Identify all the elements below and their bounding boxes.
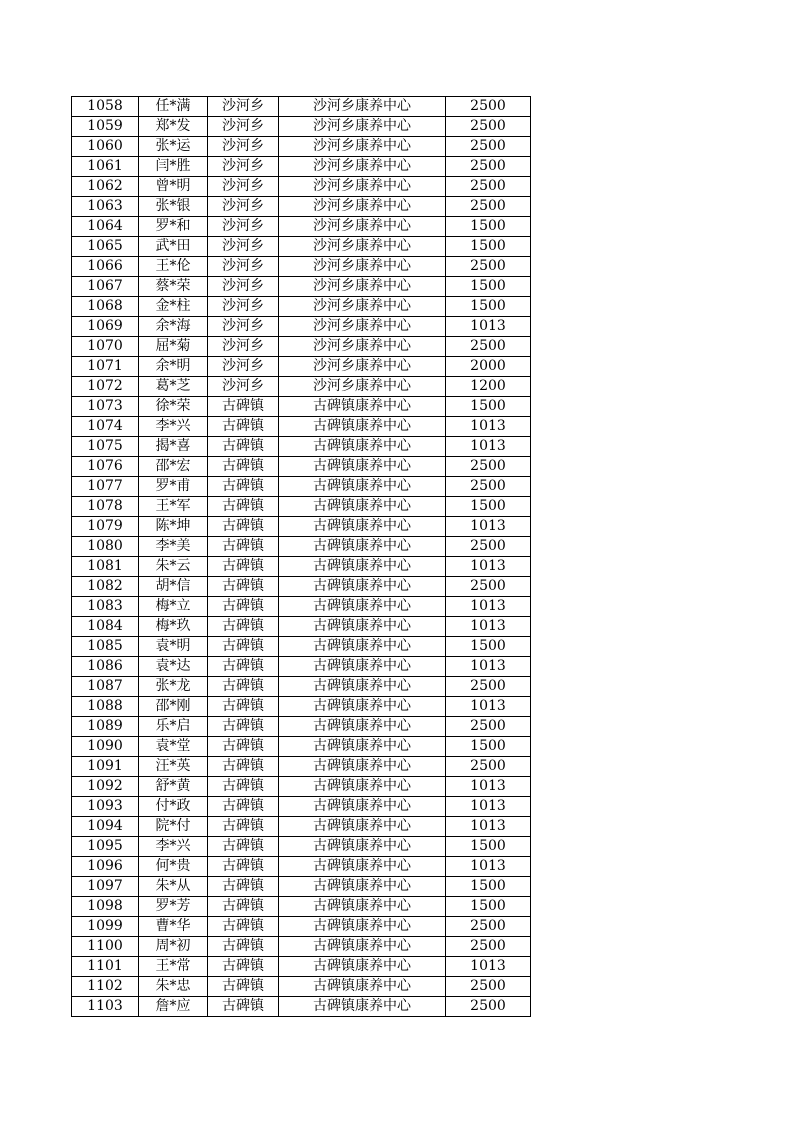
township-cell: 古碑镇 <box>208 737 279 757</box>
table-row <box>72 397 531 417</box>
township-cell: 沙河乡 <box>208 297 279 317</box>
amount-cell: 2500 <box>446 977 531 997</box>
township-cell: 古碑镇 <box>208 697 279 717</box>
table-row <box>72 837 531 857</box>
person-name-cell: 罗*甫 <box>139 477 208 497</box>
amount-cell: 1500 <box>446 837 531 857</box>
row-number-cell: 1090 <box>72 737 139 757</box>
care-center-cell: 沙河乡康养中心 <box>279 337 446 357</box>
township-cell: 古碑镇 <box>208 917 279 937</box>
table-row <box>72 197 531 217</box>
township-cell: 沙河乡 <box>208 197 279 217</box>
township-cell: 古碑镇 <box>208 977 279 997</box>
care-center-cell: 沙河乡康养中心 <box>279 237 446 257</box>
person-name-cell: 朱*云 <box>139 557 208 577</box>
person-name-cell: 邵*宏 <box>139 457 208 477</box>
person-name-cell: 李*兴 <box>139 417 208 437</box>
amount-cell: 2500 <box>446 177 531 197</box>
person-name-cell: 王*伦 <box>139 257 208 277</box>
care-center-cell: 古碑镇康养中心 <box>279 497 446 517</box>
care-center-cell: 古碑镇康养中心 <box>279 897 446 917</box>
person-name-cell: 葛*芝 <box>139 377 208 397</box>
table-row <box>72 437 531 457</box>
person-name-cell: 朱*忠 <box>139 977 208 997</box>
row-number-cell: 1098 <box>72 897 139 917</box>
table-row <box>72 997 531 1017</box>
row-number-cell: 1081 <box>72 557 139 577</box>
care-center-cell: 古碑镇康养中心 <box>279 837 446 857</box>
table-row <box>72 517 531 537</box>
row-number-cell: 1076 <box>72 457 139 477</box>
person-name-cell: 揭*喜 <box>139 437 208 457</box>
table-body <box>72 97 531 1017</box>
row-number-cell: 1070 <box>72 337 139 357</box>
table-row <box>72 917 531 937</box>
row-number-cell: 1093 <box>72 797 139 817</box>
township-cell: 古碑镇 <box>208 657 279 677</box>
amount-cell: 2500 <box>446 577 531 597</box>
person-name-cell: 罗*芳 <box>139 897 208 917</box>
table-row <box>72 637 531 657</box>
amount-cell: 1013 <box>446 957 531 977</box>
row-number-cell: 1066 <box>72 257 139 277</box>
table-row <box>72 357 531 377</box>
person-name-cell: 付*政 <box>139 797 208 817</box>
care-center-cell: 古碑镇康养中心 <box>279 577 446 597</box>
township-cell: 古碑镇 <box>208 437 279 457</box>
row-number-cell: 1089 <box>72 717 139 737</box>
amount-cell: 1013 <box>446 777 531 797</box>
row-number-cell: 1060 <box>72 137 139 157</box>
row-number-cell: 1096 <box>72 857 139 877</box>
amount-cell: 1500 <box>446 737 531 757</box>
row-number-cell: 1088 <box>72 697 139 717</box>
person-name-cell: 曾*明 <box>139 177 208 197</box>
table-row <box>72 577 531 597</box>
row-number-cell: 1072 <box>72 377 139 397</box>
amount-cell: 1013 <box>446 697 531 717</box>
person-name-cell: 舒*黄 <box>139 777 208 797</box>
amount-cell: 1013 <box>446 857 531 877</box>
amount-cell: 1500 <box>446 277 531 297</box>
care-center-cell: 古碑镇康养中心 <box>279 657 446 677</box>
amount-cell: 1500 <box>446 897 531 917</box>
person-name-cell: 屈*菊 <box>139 337 208 357</box>
amount-cell: 2500 <box>446 457 531 477</box>
amount-cell: 2500 <box>446 537 531 557</box>
care-center-cell: 古碑镇康养中心 <box>279 437 446 457</box>
township-cell: 古碑镇 <box>208 717 279 737</box>
amount-cell: 2500 <box>446 97 531 117</box>
row-number-cell: 1101 <box>72 957 139 977</box>
table-row <box>72 957 531 977</box>
row-number-cell: 1091 <box>72 757 139 777</box>
amount-cell: 2500 <box>446 937 531 957</box>
township-cell: 古碑镇 <box>208 397 279 417</box>
table-row <box>72 737 531 757</box>
person-name-cell: 余*明 <box>139 357 208 377</box>
row-number-cell: 1074 <box>72 417 139 437</box>
row-number-cell: 1063 <box>72 197 139 217</box>
row-number-cell: 1082 <box>72 577 139 597</box>
table-row <box>72 117 531 137</box>
table-row <box>72 377 531 397</box>
amount-cell: 1013 <box>446 317 531 337</box>
township-cell: 沙河乡 <box>208 257 279 277</box>
person-name-cell: 罗*和 <box>139 217 208 237</box>
table-row <box>72 317 531 337</box>
person-name-cell: 余*海 <box>139 317 208 337</box>
amount-cell: 2500 <box>446 717 531 737</box>
person-name-cell: 汪*英 <box>139 757 208 777</box>
amount-cell: 1500 <box>446 877 531 897</box>
person-name-cell: 金*柱 <box>139 297 208 317</box>
care-center-cell: 古碑镇康养中心 <box>279 517 446 537</box>
amount-cell: 2500 <box>446 997 531 1017</box>
care-center-cell: 古碑镇康养中心 <box>279 637 446 657</box>
township-cell: 沙河乡 <box>208 277 279 297</box>
care-center-cell: 沙河乡康养中心 <box>279 197 446 217</box>
row-number-cell: 1095 <box>72 837 139 857</box>
row-number-cell: 1075 <box>72 437 139 457</box>
amount-cell: 2500 <box>446 477 531 497</box>
township-cell: 古碑镇 <box>208 877 279 897</box>
row-number-cell: 1073 <box>72 397 139 417</box>
table-row <box>72 937 531 957</box>
row-number-cell: 1094 <box>72 817 139 837</box>
township-cell: 古碑镇 <box>208 557 279 577</box>
township-cell: 沙河乡 <box>208 237 279 257</box>
township-cell: 古碑镇 <box>208 797 279 817</box>
township-cell: 沙河乡 <box>208 217 279 237</box>
table-row <box>72 557 531 577</box>
care-center-cell: 古碑镇康养中心 <box>279 597 446 617</box>
amount-cell: 1500 <box>446 217 531 237</box>
amount-cell: 1013 <box>446 657 531 677</box>
row-number-cell: 1069 <box>72 317 139 337</box>
township-cell: 沙河乡 <box>208 97 279 117</box>
person-name-cell: 徐*荣 <box>139 397 208 417</box>
township-cell: 沙河乡 <box>208 137 279 157</box>
amount-cell: 2500 <box>446 677 531 697</box>
amount-cell: 1013 <box>446 817 531 837</box>
person-name-cell: 袁*达 <box>139 657 208 677</box>
amount-cell: 2000 <box>446 357 531 377</box>
amount-cell: 1013 <box>446 517 531 537</box>
person-name-cell: 王*军 <box>139 497 208 517</box>
township-cell: 古碑镇 <box>208 497 279 517</box>
care-center-cell: 古碑镇康养中心 <box>279 697 446 717</box>
township-cell: 古碑镇 <box>208 637 279 657</box>
township-cell: 沙河乡 <box>208 317 279 337</box>
township-cell: 古碑镇 <box>208 537 279 557</box>
person-name-cell: 李*美 <box>139 537 208 557</box>
amount-cell: 2500 <box>446 197 531 217</box>
person-name-cell: 梅*立 <box>139 597 208 617</box>
care-center-cell: 沙河乡康养中心 <box>279 277 446 297</box>
amount-cell: 2500 <box>446 257 531 277</box>
table-row <box>72 757 531 777</box>
care-center-cell: 古碑镇康养中心 <box>279 677 446 697</box>
row-number-cell: 1059 <box>72 117 139 137</box>
person-name-cell: 周*初 <box>139 937 208 957</box>
care-center-cell: 古碑镇康养中心 <box>279 617 446 637</box>
amount-cell: 1200 <box>446 377 531 397</box>
person-name-cell: 袁*明 <box>139 637 208 657</box>
row-number-cell: 1067 <box>72 277 139 297</box>
row-number-cell: 1078 <box>72 497 139 517</box>
care-center-cell: 沙河乡康养中心 <box>279 257 446 277</box>
row-number-cell: 1079 <box>72 517 139 537</box>
person-name-cell: 郑*发 <box>139 117 208 137</box>
table-row <box>72 717 531 737</box>
amount-cell: 1013 <box>446 437 531 457</box>
row-number-cell: 1102 <box>72 977 139 997</box>
care-center-cell: 沙河乡康养中心 <box>279 177 446 197</box>
township-cell: 古碑镇 <box>208 937 279 957</box>
township-cell: 古碑镇 <box>208 457 279 477</box>
township-cell: 古碑镇 <box>208 617 279 637</box>
row-number-cell: 1099 <box>72 917 139 937</box>
care-center-cell: 古碑镇康养中心 <box>279 777 446 797</box>
care-center-cell: 古碑镇康养中心 <box>279 757 446 777</box>
care-center-cell: 沙河乡康养中心 <box>279 377 446 397</box>
township-cell: 沙河乡 <box>208 337 279 357</box>
amount-cell: 1500 <box>446 237 531 257</box>
amount-cell: 1500 <box>446 397 531 417</box>
row-number-cell: 1097 <box>72 877 139 897</box>
township-cell: 古碑镇 <box>208 417 279 437</box>
person-name-cell: 何*贵 <box>139 857 208 877</box>
amount-cell: 2500 <box>446 137 531 157</box>
amount-cell: 1013 <box>446 797 531 817</box>
care-center-cell: 沙河乡康养中心 <box>279 97 446 117</box>
table-row <box>72 277 531 297</box>
row-number-cell: 1065 <box>72 237 139 257</box>
care-center-cell: 古碑镇康养中心 <box>279 937 446 957</box>
care-center-cell: 古碑镇康养中心 <box>279 957 446 977</box>
care-center-cell: 沙河乡康养中心 <box>279 137 446 157</box>
person-name-cell: 梅*玖 <box>139 617 208 637</box>
row-number-cell: 1080 <box>72 537 139 557</box>
table-row <box>72 177 531 197</box>
care-center-cell: 沙河乡康养中心 <box>279 297 446 317</box>
row-number-cell: 1064 <box>72 217 139 237</box>
person-name-cell: 乐*启 <box>139 717 208 737</box>
township-cell: 古碑镇 <box>208 517 279 537</box>
person-name-cell: 李*兴 <box>139 837 208 857</box>
township-cell: 古碑镇 <box>208 897 279 917</box>
care-center-cell: 沙河乡康养中心 <box>279 317 446 337</box>
person-name-cell: 袁*堂 <box>139 737 208 757</box>
township-cell: 古碑镇 <box>208 997 279 1017</box>
township-cell: 沙河乡 <box>208 377 279 397</box>
person-name-cell: 闫*胜 <box>139 157 208 177</box>
care-center-cell: 古碑镇康养中心 <box>279 877 446 897</box>
township-cell: 古碑镇 <box>208 817 279 837</box>
amount-cell: 1013 <box>446 417 531 437</box>
person-name-cell: 胡*信 <box>139 577 208 597</box>
amount-cell: 1500 <box>446 637 531 657</box>
table-row <box>72 457 531 477</box>
row-number-cell: 1087 <box>72 677 139 697</box>
care-center-cell: 古碑镇康养中心 <box>279 457 446 477</box>
township-cell: 古碑镇 <box>208 477 279 497</box>
row-number-cell: 1086 <box>72 657 139 677</box>
person-name-cell: 朱*从 <box>139 877 208 897</box>
table-row <box>72 537 531 557</box>
table-row <box>72 417 531 437</box>
care-center-cell: 沙河乡康养中心 <box>279 157 446 177</box>
table-row <box>72 237 531 257</box>
person-name-cell: 詹*应 <box>139 997 208 1017</box>
care-center-cell: 沙河乡康养中心 <box>279 117 446 137</box>
township-cell: 沙河乡 <box>208 157 279 177</box>
row-number-cell: 1062 <box>72 177 139 197</box>
care-center-cell: 沙河乡康养中心 <box>279 217 446 237</box>
table-row <box>72 977 531 997</box>
table-row <box>72 297 531 317</box>
row-number-cell: 1061 <box>72 157 139 177</box>
row-number-cell: 1085 <box>72 637 139 657</box>
amount-cell: 2500 <box>446 337 531 357</box>
table-row <box>72 137 531 157</box>
table-row <box>72 797 531 817</box>
care-center-cell: 古碑镇康养中心 <box>279 797 446 817</box>
table-row <box>72 477 531 497</box>
amount-cell: 2500 <box>446 757 531 777</box>
row-number-cell: 1083 <box>72 597 139 617</box>
person-name-cell: 张*运 <box>139 137 208 157</box>
person-name-cell: 蔡*荣 <box>139 277 208 297</box>
care-center-cell: 古碑镇康养中心 <box>279 397 446 417</box>
person-name-cell: 曹*华 <box>139 917 208 937</box>
table-row <box>72 497 531 517</box>
person-name-cell: 陈*坤 <box>139 517 208 537</box>
township-cell: 古碑镇 <box>208 577 279 597</box>
row-number-cell: 1100 <box>72 937 139 957</box>
care-center-cell: 古碑镇康养中心 <box>279 997 446 1017</box>
amount-cell: 1013 <box>446 597 531 617</box>
township-cell: 古碑镇 <box>208 777 279 797</box>
township-cell: 沙河乡 <box>208 177 279 197</box>
care-center-cell: 古碑镇康养中心 <box>279 737 446 757</box>
township-cell: 沙河乡 <box>208 357 279 377</box>
care-center-cell: 古碑镇康养中心 <box>279 977 446 997</box>
care-center-cell: 古碑镇康养中心 <box>279 717 446 737</box>
table-row <box>72 657 531 677</box>
care-center-cell: 古碑镇康养中心 <box>279 857 446 877</box>
care-center-cell: 古碑镇康养中心 <box>279 477 446 497</box>
township-cell: 古碑镇 <box>208 957 279 977</box>
care-center-cell: 沙河乡康养中心 <box>279 357 446 377</box>
amount-cell: 2500 <box>446 917 531 937</box>
subsidy-table <box>71 96 531 1017</box>
person-name-cell: 武*田 <box>139 237 208 257</box>
township-cell: 古碑镇 <box>208 677 279 697</box>
table-row <box>72 817 531 837</box>
township-cell: 古碑镇 <box>208 837 279 857</box>
person-name-cell: 王*常 <box>139 957 208 977</box>
care-center-cell: 古碑镇康养中心 <box>279 417 446 437</box>
table-row <box>72 617 531 637</box>
care-center-cell: 古碑镇康养中心 <box>279 537 446 557</box>
care-center-cell: 古碑镇康养中心 <box>279 557 446 577</box>
row-number-cell: 1092 <box>72 777 139 797</box>
table-row <box>72 697 531 717</box>
person-name-cell: 院*付 <box>139 817 208 837</box>
amount-cell: 1013 <box>446 617 531 637</box>
person-name-cell: 任*满 <box>139 97 208 117</box>
care-center-cell: 古碑镇康养中心 <box>279 917 446 937</box>
row-number-cell: 1077 <box>72 477 139 497</box>
table-row <box>72 257 531 277</box>
table-row <box>72 217 531 237</box>
amount-cell: 1500 <box>446 297 531 317</box>
row-number-cell: 1071 <box>72 357 139 377</box>
amount-cell: 2500 <box>446 117 531 137</box>
person-name-cell: 张*龙 <box>139 677 208 697</box>
table-row <box>72 597 531 617</box>
table-row <box>72 897 531 917</box>
table-row <box>72 337 531 357</box>
row-number-cell: 1103 <box>72 997 139 1017</box>
person-name-cell: 张*银 <box>139 197 208 217</box>
table-row <box>72 677 531 697</box>
row-number-cell: 1058 <box>72 97 139 117</box>
amount-cell: 2500 <box>446 157 531 177</box>
table-row <box>72 777 531 797</box>
township-cell: 古碑镇 <box>208 597 279 617</box>
amount-cell: 1013 <box>446 557 531 577</box>
care-center-cell: 古碑镇康养中心 <box>279 817 446 837</box>
township-cell: 古碑镇 <box>208 757 279 777</box>
township-cell: 古碑镇 <box>208 857 279 877</box>
amount-cell: 1500 <box>446 497 531 517</box>
table-row <box>72 97 531 117</box>
row-number-cell: 1068 <box>72 297 139 317</box>
table-row <box>72 877 531 897</box>
row-number-cell: 1084 <box>72 617 139 637</box>
person-name-cell: 邵*刚 <box>139 697 208 717</box>
township-cell: 沙河乡 <box>208 117 279 137</box>
table-row <box>72 857 531 877</box>
table-row <box>72 157 531 177</box>
